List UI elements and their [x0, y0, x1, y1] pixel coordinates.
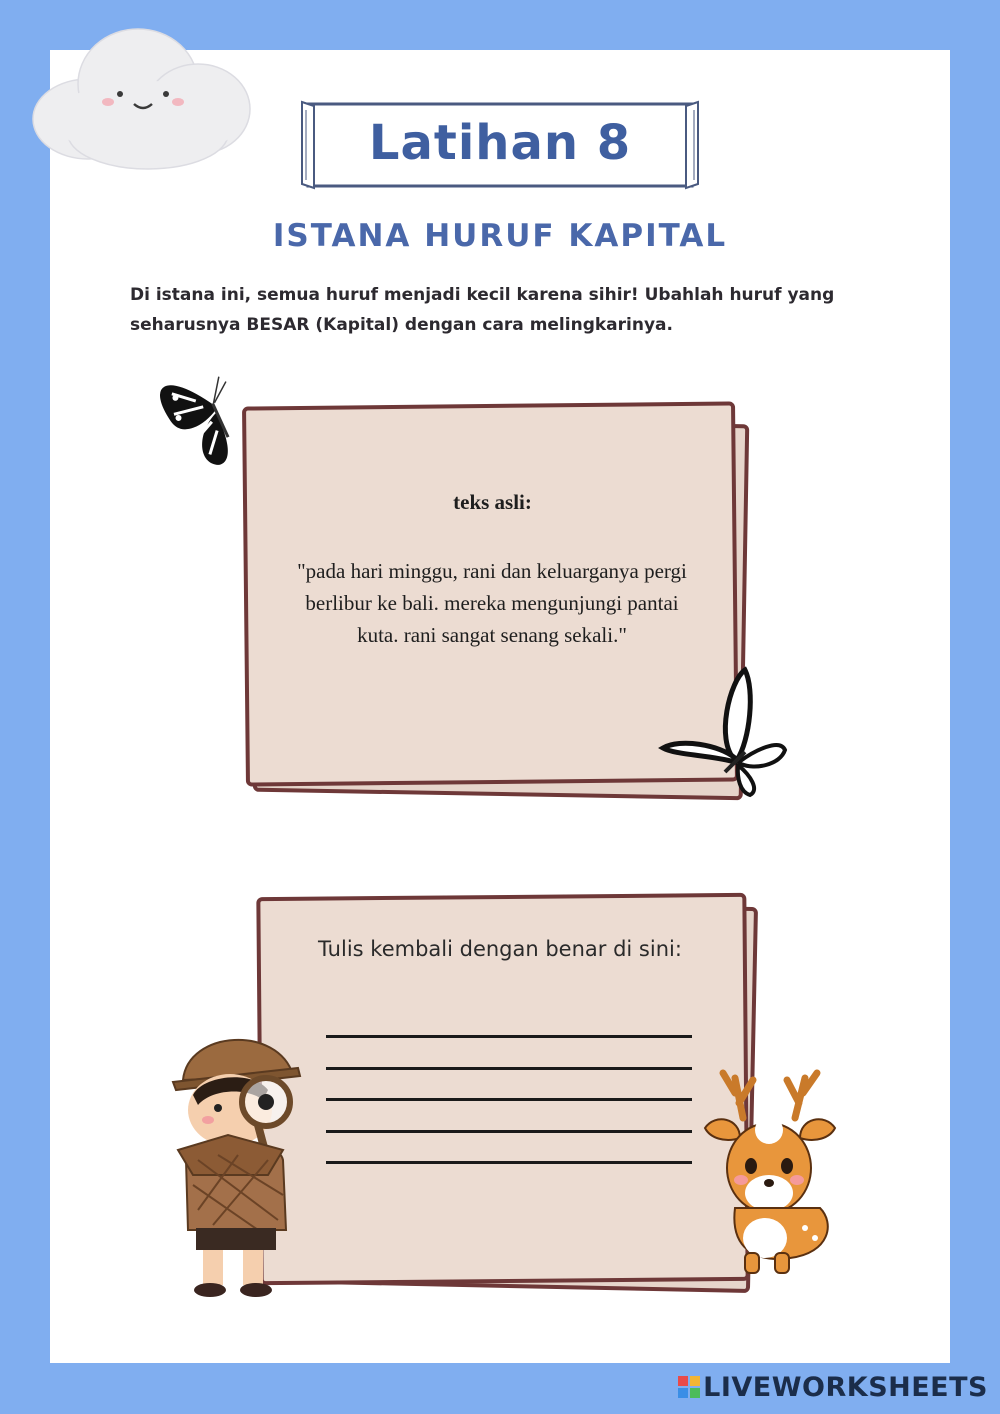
brand-name: LIVEWORKSHEETS [703, 1372, 988, 1403]
instruction-line: Di istana ini, semua huruf menjadi kecil karena sihir! Ubahlah huruf yang [130, 285, 835, 305]
original-text-label: teks asli: [453, 490, 532, 514]
answer-line[interactable] [326, 1130, 692, 1133]
title-banner [300, 100, 700, 190]
rewrite-label: Tulis kembali dengan benar di sini: [318, 937, 682, 961]
butterfly-icon [160, 345, 270, 475]
liveworksheets-logo-icon [678, 1376, 700, 1398]
cloud-icon [28, 14, 260, 174]
page-subtitle: ISTANA HURUF KAPITAL [272, 218, 728, 254]
answer-line[interactable] [326, 1098, 692, 1101]
butterfly-outline-icon [655, 660, 795, 800]
original-text [262, 555, 722, 651]
instruction-line: seharusnya BESAR (Kapital) dengan cara melingkarinya. [130, 315, 673, 335]
original-text-line: kuta. rani sangat senang sekali." [357, 623, 627, 647]
answer-line[interactable] [326, 1035, 692, 1038]
deer-icon [695, 1058, 845, 1280]
original-text-line: berlibur ke bali. mereka mengunjungi pantai [305, 591, 679, 615]
brand-footer [678, 1372, 988, 1403]
instructions [130, 280, 870, 340]
answer-line[interactable] [326, 1161, 692, 1164]
original-text-line: "pada hari minggu, rani dan keluarganya pergi [297, 559, 687, 583]
detective-icon [168, 1010, 308, 1300]
page-title: Latihan 8 [368, 115, 632, 171]
answer-line[interactable] [326, 1067, 692, 1070]
